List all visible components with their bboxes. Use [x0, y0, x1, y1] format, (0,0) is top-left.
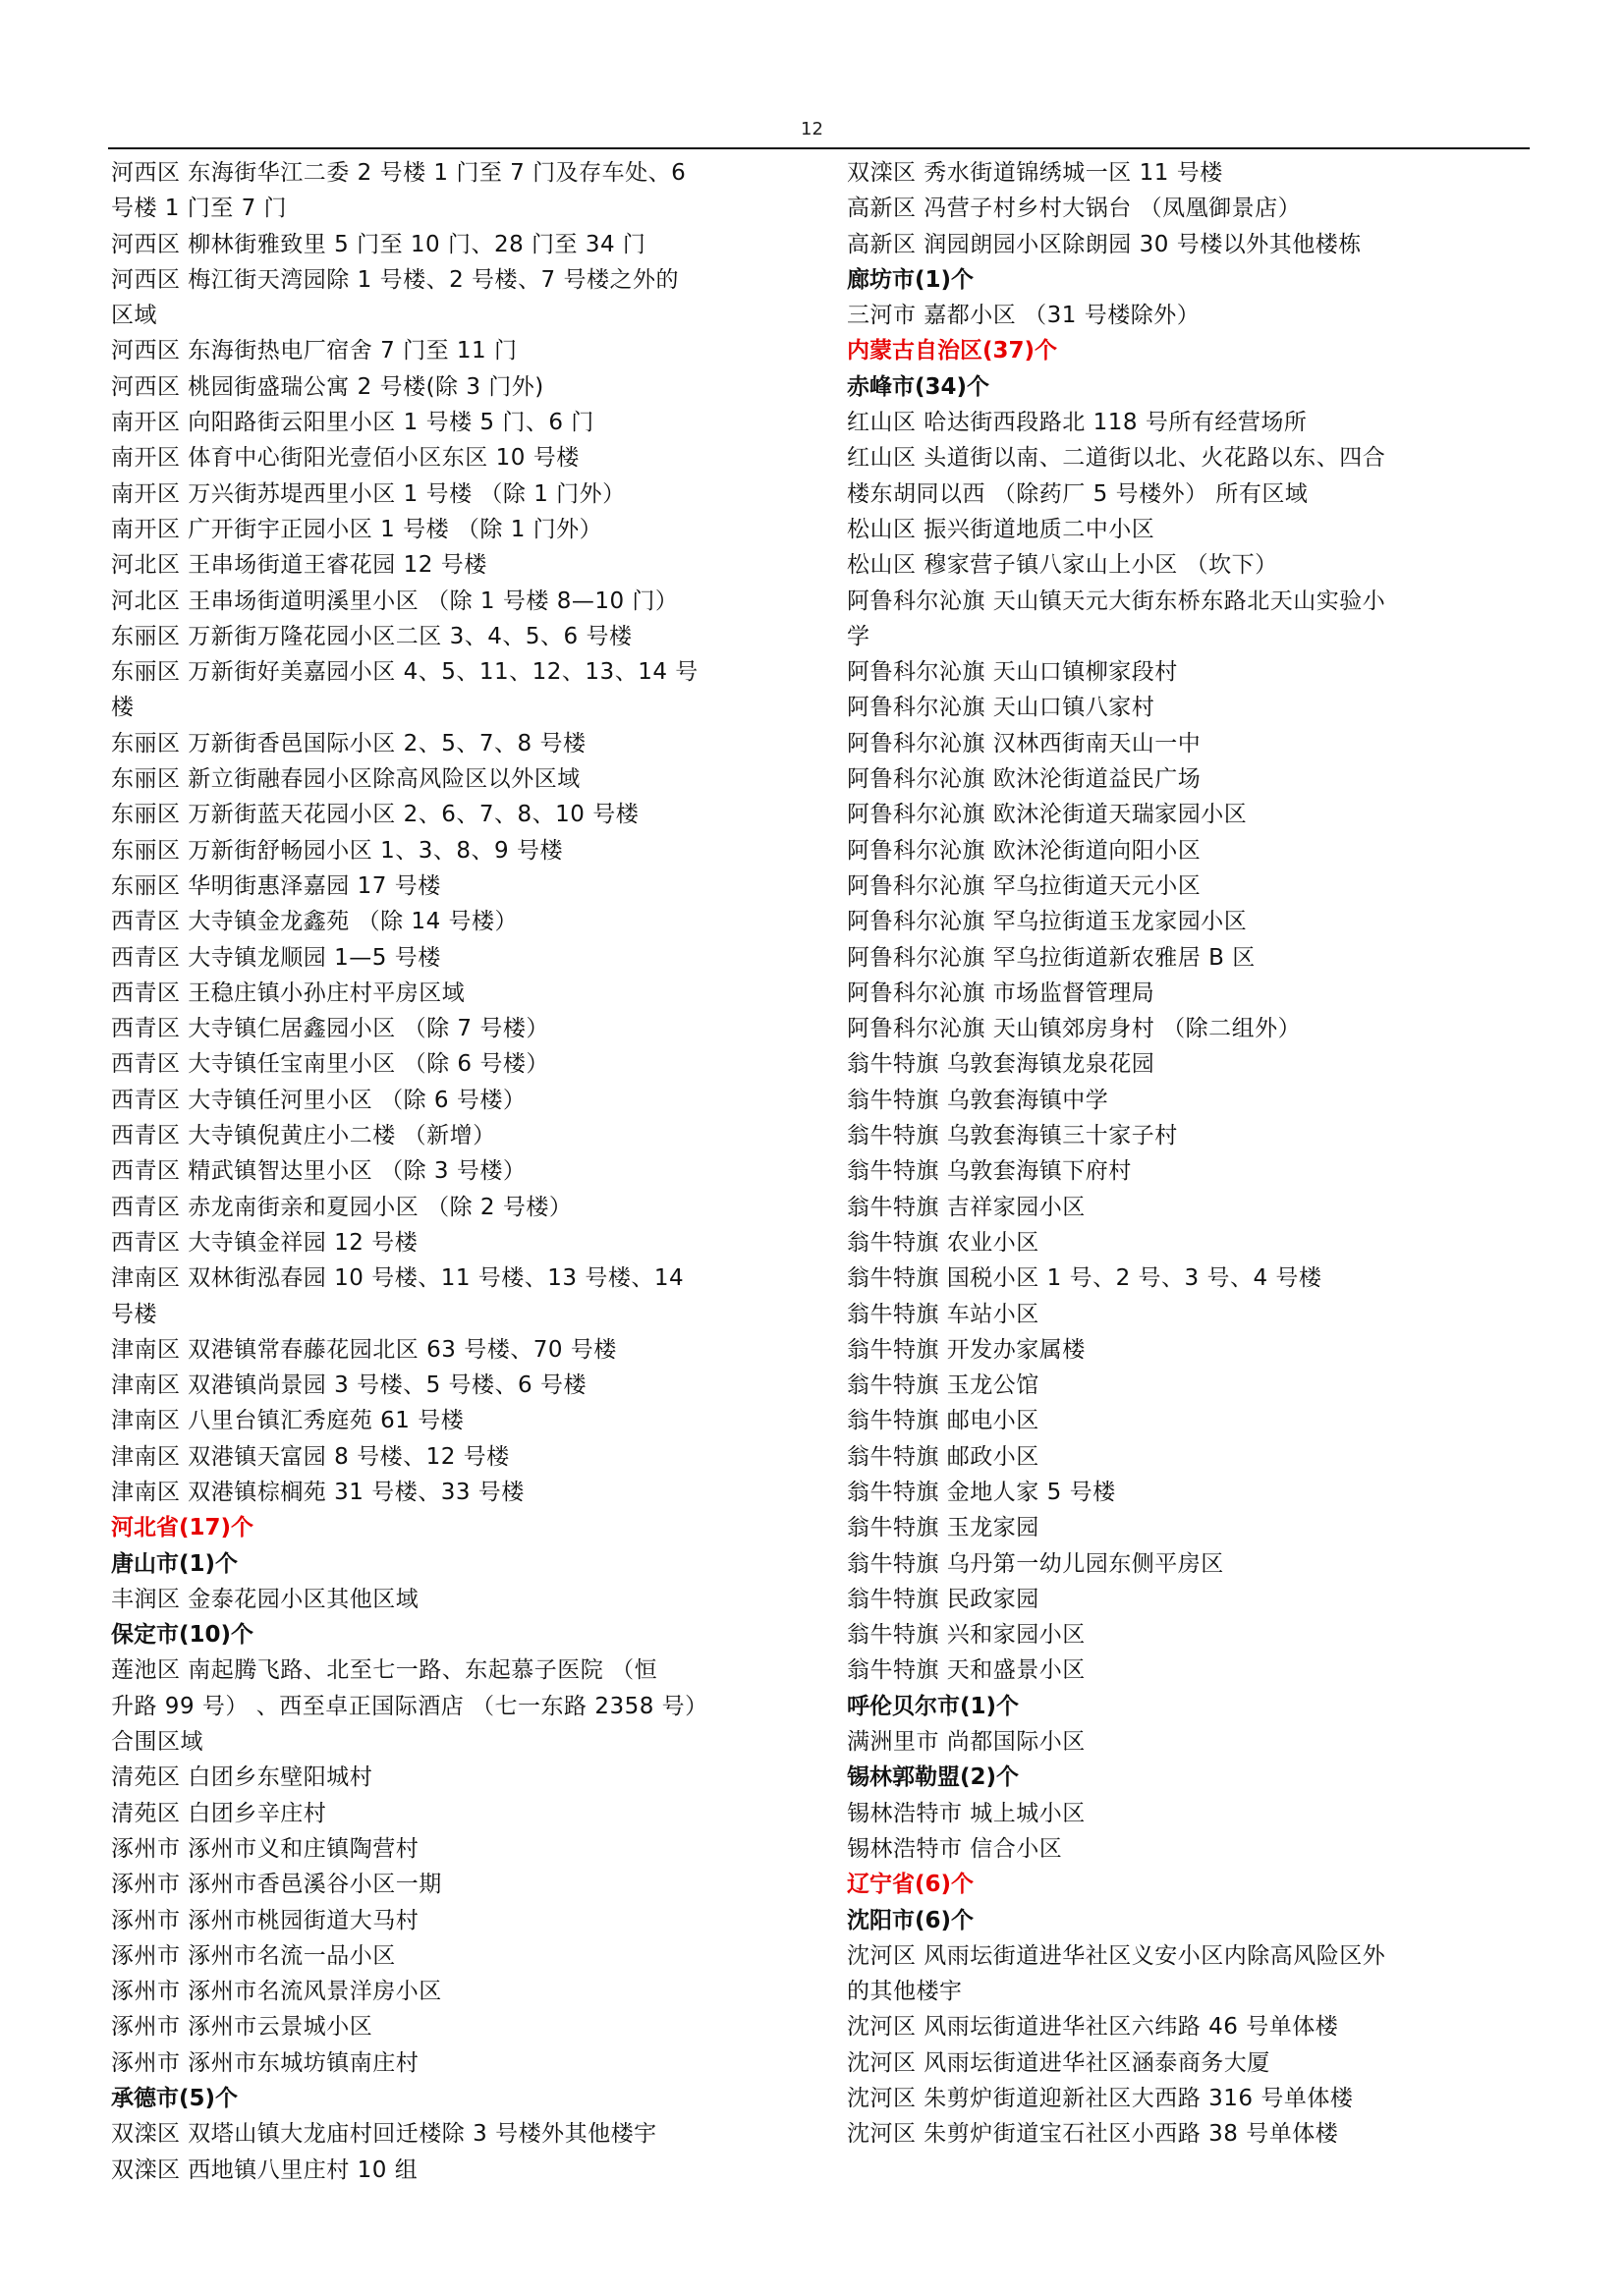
list-item: 南开区 广开街宇正园小区 1 号楼 （除 1 门外） — [111, 516, 603, 542]
list-item: 津南区 双林街泓春园 10 号楼、11 号楼、13 号楼、14 — [111, 1265, 685, 1292]
list-item: 清苑区 白团乡辛庄村 — [111, 1800, 327, 1826]
list-item: 翁牛特旗 乌丹第一幼儿园东侧平房区 — [847, 1550, 1224, 1577]
list-item: 涿州市 涿州市名流一品小区 — [111, 1942, 396, 1969]
list-item: 翁牛特旗 民政家园 — [847, 1586, 1039, 1612]
list-item: 沈河区 朱剪炉街道宝石社区小西路 38 号单体楼 — [847, 2121, 1339, 2148]
left-column — [111, 155, 799, 2188]
list-item: 东丽区 万新街香邑国际小区 2、5、7、8 号楼 — [111, 730, 587, 756]
list-item: 松山区 振兴街道地质二中小区 — [847, 516, 1155, 542]
list-item: 翁牛特旗 兴和家园小区 — [847, 1622, 1086, 1649]
list-item: 阿鲁科尔沁旗 欧沐沦街道益民广场 — [847, 766, 1202, 793]
list-item: 学 — [847, 623, 870, 649]
list-item: 翁牛特旗 国税小区 1 号、2 号、3 号、4 号楼 — [847, 1265, 1322, 1292]
list-item: 阿鲁科尔沁旗 天山口镇八家村 — [847, 695, 1155, 721]
province-heading: 内蒙古自治区(37)个 — [847, 338, 1058, 364]
list-item: 涿州市 涿州市香邑溪谷小区一期 — [111, 1872, 442, 1898]
list-item: 翁牛特旗 车站小区 — [847, 1301, 1039, 1327]
list-item: 翁牛特旗 乌敦套海镇三十家子村 — [847, 1123, 1178, 1149]
header-rule — [108, 147, 1530, 149]
list-item: 阿鲁科尔沁旗 罕乌拉街道玉龙家园小区 — [847, 909, 1248, 935]
city-heading: 呼伦贝尔市(1)个 — [847, 1693, 1020, 1719]
list-item: 西青区 大寺镇龙顺园 1—5 号楼 — [111, 944, 441, 971]
list-item: 翁牛特旗 金地人家 5 号楼 — [847, 1479, 1116, 1505]
list-item: 津南区 八里台镇汇秀庭苑 61 号楼 — [111, 1408, 465, 1434]
list-item: 河西区 柳林街雅致里 5 门至 10 门、28 门至 34 门 — [111, 231, 646, 257]
list-item: 三河市 嘉都小区 （31 号楼除外） — [847, 303, 1201, 329]
list-item: 清苑区 白团乡东壁阳城村 — [111, 1764, 373, 1791]
list-item: 双滦区 双塔山镇大龙庙村回迁楼除 3 号楼外其他楼宇 — [111, 2121, 657, 2148]
list-item: 涿州市 涿州市东城坊镇南庄村 — [111, 2049, 420, 2076]
list-item: 锡林浩特市 城上城小区 — [847, 1800, 1086, 1826]
list-item: 丰润区 金泰花园小区其他区域 — [111, 1586, 420, 1612]
list-item: 西青区 精武镇智达里小区 （除 3 号楼） — [111, 1158, 527, 1185]
list-item: 阿鲁科尔沁旗 罕乌拉街道天元小区 — [847, 872, 1202, 899]
list-item: 阿鲁科尔沁旗 市场监督管理局 — [847, 980, 1155, 1006]
list-item: 的其他楼宇 — [847, 1979, 963, 2005]
list-item: 翁牛特旗 乌敦套海镇龙泉花园 — [847, 1051, 1155, 1078]
list-item: 翁牛特旗 邮政小区 — [847, 1443, 1039, 1470]
list-item: 涿州市 涿州市云景城小区 — [111, 2014, 373, 2041]
city-heading: 赤峰市(34)个 — [847, 373, 990, 400]
list-item: 河西区 桃园街盛瑞公寓 2 号楼(除 3 门外) — [111, 373, 544, 400]
list-item: 河北区 王串场街道明溪里小区 （除 1 号楼 8—10 门） — [111, 588, 679, 614]
list-item: 楼 — [111, 695, 135, 721]
list-item: 沈河区 风雨坛街道进华社区义安小区内除高风险区外 — [847, 1942, 1386, 1969]
list-item: 东丽区 万新街好美嘉园小区 4、5、11、12、13、14 号 — [111, 659, 699, 686]
list-item: 津南区 双港镇常春藤花园北区 63 号楼、70 号楼 — [111, 1336, 617, 1363]
list-item: 翁牛特旗 农业小区 — [847, 1229, 1039, 1256]
list-item: 沈河区 风雨坛街道进华社区六纬路 46 号单体楼 — [847, 2014, 1339, 2041]
list-item: 锡林浩特市 信合小区 — [847, 1835, 1063, 1862]
list-item: 翁牛特旗 乌敦套海镇下府村 — [847, 1158, 1132, 1185]
list-item: 合围区域 — [111, 1729, 203, 1756]
list-item: 翁牛特旗 开发办家属楼 — [847, 1336, 1086, 1363]
list-item: 双滦区 秀水街道锦绣城一区 11 号楼 — [847, 160, 1223, 186]
list-item: 河北区 王串场街道王睿花园 12 号楼 — [111, 552, 487, 579]
list-item: 西青区 大寺镇金祥园 12 号楼 — [111, 1229, 419, 1256]
list-item: 阿鲁科尔沁旗 天山口镇柳家段村 — [847, 659, 1178, 686]
list-item: 号楼 — [111, 1301, 157, 1327]
list-item: 东丽区 万新街蓝天花园小区 2、6、7、8、10 号楼 — [111, 802, 640, 828]
list-item: 翁牛特旗 玉龙家园 — [847, 1515, 1039, 1541]
list-item: 高新区 润园朗园小区除朗园 30 号楼以外其他楼栋 — [847, 231, 1362, 257]
list-item: 津南区 双港镇尚景园 3 号楼、5 号楼、6 号楼 — [111, 1372, 587, 1399]
list-item: 高新区 冯营子村乡村大锅台 （凤凰御景店） — [847, 196, 1302, 222]
list-item: 涿州市 涿州市义和庄镇陶营村 — [111, 1835, 420, 1862]
city-heading: 廊坊市(1)个 — [847, 266, 975, 293]
list-item: 红山区 头道街以南、二道街以北、火花路以东、四合 — [847, 445, 1386, 472]
province-heading: 辽宁省(6)个 — [847, 1872, 975, 1898]
list-item: 翁牛特旗 天和盛景小区 — [847, 1657, 1086, 1684]
list-item: 东丽区 新立街融春园小区除高风险区以外区域 — [111, 766, 581, 793]
list-item: 翁牛特旗 邮电小区 — [847, 1408, 1039, 1434]
list-item: 西青区 王稳庄镇小孙庄村平房区域 — [111, 980, 466, 1006]
list-item: 西青区 大寺镇金龙鑫苑 （除 14 号楼） — [111, 909, 519, 935]
list-item: 涿州市 涿州市名流风景洋房小区 — [111, 1979, 442, 2005]
list-item: 南开区 向阳路街云阳里小区 1 号楼 5 门、6 门 — [111, 410, 594, 436]
list-item: 满洲里市 尚都国际小区 — [847, 1729, 1086, 1756]
list-item: 阿鲁科尔沁旗 天山镇天元大街东桥东路北天山实验小 — [847, 588, 1386, 614]
list-item: 松山区 穆家营子镇八家山上小区 （坎下） — [847, 552, 1278, 579]
list-item: 东丽区 华明街惠泽嘉园 17 号楼 — [111, 872, 441, 899]
list-item: 西青区 大寺镇任宝南里小区 （除 6 号楼） — [111, 1051, 549, 1078]
list-item: 翁牛特旗 乌敦套海镇中学 — [847, 1087, 1109, 1113]
list-item: 河西区 梅江街天湾园除 1 号楼、2 号楼、7 号楼之外的 — [111, 266, 679, 293]
list-item: 翁牛特旗 吉祥家园小区 — [847, 1194, 1086, 1220]
city-heading: 承德市(5)个 — [111, 2086, 239, 2112]
city-heading: 保定市(10)个 — [111, 1622, 254, 1649]
right-column — [847, 155, 1535, 2153]
list-item: 红山区 哈达街西段路北 118 号所有经营场所 — [847, 410, 1308, 436]
city-heading: 锡林郭勒盟(2)个 — [847, 1764, 1020, 1791]
list-item: 阿鲁科尔沁旗 天山镇郊房身村 （除二组外） — [847, 1016, 1302, 1042]
list-item: 河西区 东海街热电厂宿舍 7 门至 11 门 — [111, 338, 518, 364]
city-heading: 唐山市(1)个 — [111, 1550, 239, 1577]
list-item: 西青区 赤龙南街亲和夏园小区 （除 2 号楼） — [111, 1194, 573, 1220]
list-item: 西青区 大寺镇任河里小区 （除 6 号楼） — [111, 1087, 527, 1113]
list-item: 阿鲁科尔沁旗 欧沐沦街道天瑞家园小区 — [847, 802, 1248, 828]
list-item: 南开区 万兴街苏堤西里小区 1 号楼 （除 1 门外） — [111, 480, 626, 507]
list-item: 阿鲁科尔沁旗 汉林西街南天山一中 — [847, 730, 1202, 756]
list-item: 南开区 体育中心街阳光壹佰小区东区 10 号楼 — [111, 445, 580, 472]
list-item: 西青区 大寺镇仁居鑫园小区 （除 7 号楼） — [111, 1016, 549, 1042]
page-number: 12 — [801, 119, 823, 140]
list-item: 津南区 双港镇天富园 8 号楼、12 号楼 — [111, 1443, 510, 1470]
list-item: 号楼 1 门至 7 门 — [111, 196, 288, 222]
list-item: 莲池区 南起腾飞路、北至七一路、东起慕子医院 （恒 — [111, 1657, 658, 1684]
city-heading: 沈阳市(6)个 — [847, 1907, 975, 1933]
list-item: 东丽区 万新街万隆花园小区二区 3、4、5、6 号楼 — [111, 623, 633, 649]
province-heading: 河北省(17)个 — [111, 1515, 254, 1541]
list-item: 涿州市 涿州市桃园街道大马村 — [111, 1907, 420, 1933]
list-item: 河西区 东海街华江二委 2 号楼 1 门至 7 门及存车处、6 — [111, 160, 687, 186]
list-item: 西青区 大寺镇倪黄庄小二楼 （新增） — [111, 1123, 496, 1149]
list-item: 区域 — [111, 303, 157, 329]
list-item: 沈河区 朱剪炉街道迎新社区大西路 316 号单体楼 — [847, 2086, 1354, 2112]
list-item: 东丽区 万新街舒畅园小区 1、3、8、9 号楼 — [111, 837, 563, 864]
list-item: 升路 99 号） 、西至卓正国际酒店 （七一东路 2358 号） — [111, 1693, 708, 1719]
list-item: 双滦区 西地镇八里庄村 10 组 — [111, 2156, 419, 2183]
list-item: 翁牛特旗 玉龙公馆 — [847, 1372, 1039, 1399]
list-item: 沈河区 风雨坛街道进华社区涵泰商务大厦 — [847, 2049, 1270, 2076]
list-item: 楼东胡同以西 （除药厂 5 号楼外） 所有区域 — [847, 480, 1309, 507]
list-item: 阿鲁科尔沁旗 欧沐沦街道向阳小区 — [847, 837, 1202, 864]
list-item: 阿鲁科尔沁旗 罕乌拉街道新农雅居 B 区 — [847, 944, 1256, 971]
list-item: 津南区 双港镇棕榈苑 31 号楼、33 号楼 — [111, 1479, 525, 1505]
